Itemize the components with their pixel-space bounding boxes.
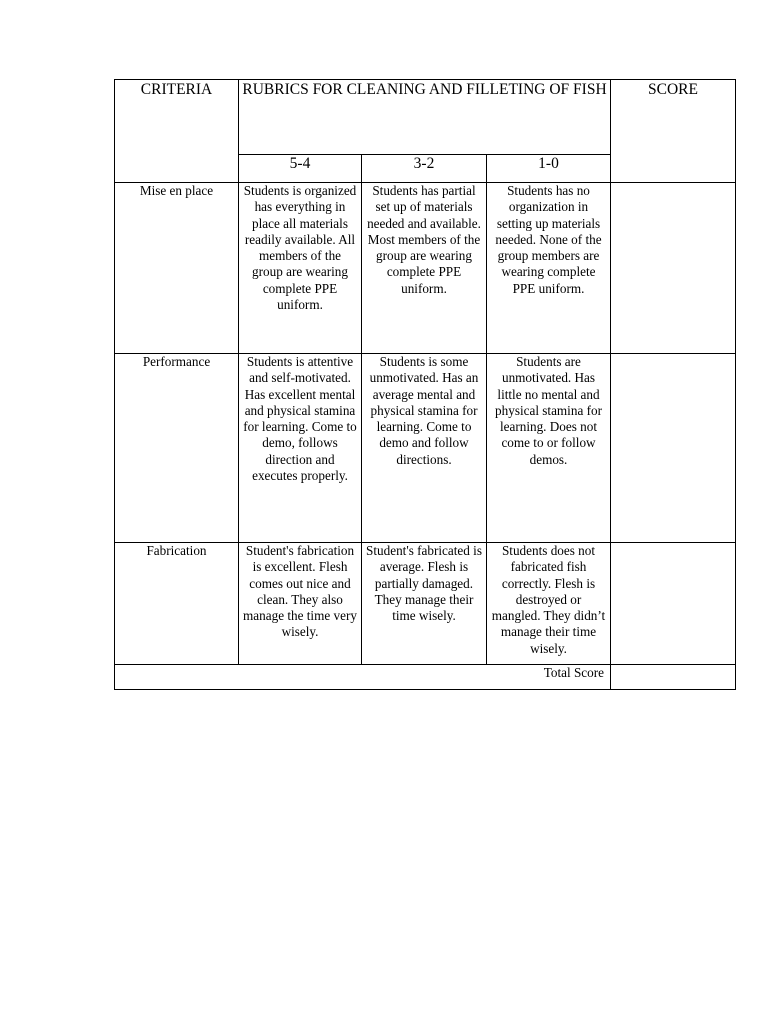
table-row-performance xyxy=(115,354,736,543)
rubric-table xyxy=(114,79,736,690)
criteria-cell: Mise en place xyxy=(115,183,239,354)
score-cell[interactable] xyxy=(611,183,736,354)
descriptor-cell: Students is attentive and self-motivated. Has excellent mental and physical stamina for learning. Come to demo, follows direction and executes properly. xyxy=(239,354,362,543)
rubric-title: RUBRICS FOR CLEANING AND FILLETING OF FISH xyxy=(239,80,611,155)
descriptor-cell: Students does not fabricated fish correctly. Flesh is destroyed or mangled. They didn’t manage their time wisely. xyxy=(487,543,611,665)
descriptor-cell: Students are unmotivated. Has little no mental and physical stamina for learning. Does not come to or follow demos. xyxy=(487,354,611,543)
descriptor-cell: Student's fabrication is excellent. Flesh comes out nice and clean. They also manage the time very wisely. xyxy=(239,543,362,665)
total-score-cell[interactable] xyxy=(611,665,736,690)
criteria-cell: Fabrication xyxy=(115,543,239,665)
descriptor-cell: Students has no organization in setting up materials needed. None of the group members are wearing complete PPE uniform. xyxy=(487,183,611,354)
score-header: SCORE xyxy=(611,80,736,183)
descriptor-cell: Student's fabricated is average. Flesh is partially damaged. They manage their time wisely. xyxy=(362,543,487,665)
descriptor-cell: Students is organized has everything in place all materials readily available. All members of the group are wearing complete PPE uniform. xyxy=(239,183,362,354)
level-header-1-0: 1-0 xyxy=(487,155,611,183)
total-row xyxy=(115,665,736,690)
total-score-label: Total Score xyxy=(115,665,611,690)
criteria-cell: Performance xyxy=(115,354,239,543)
header-row xyxy=(115,80,736,155)
table-row-fabrication xyxy=(115,543,736,665)
score-cell[interactable] xyxy=(611,354,736,543)
descriptor-cell: Students is some unmotivated. Has an average mental and physical stamina for learning. Come to demo and follow directions. xyxy=(362,354,487,543)
level-header-3-2: 3-2 xyxy=(362,155,487,183)
criteria-header: CRITERIA xyxy=(115,80,239,183)
level-header-5-4: 5-4 xyxy=(239,155,362,183)
score-cell[interactable] xyxy=(611,543,736,665)
descriptor-cell: Students has partial set up of materials needed and available. Most members of the group are wearing complete PPE uniform. xyxy=(362,183,487,354)
table-row-mise-en-place xyxy=(115,183,736,354)
